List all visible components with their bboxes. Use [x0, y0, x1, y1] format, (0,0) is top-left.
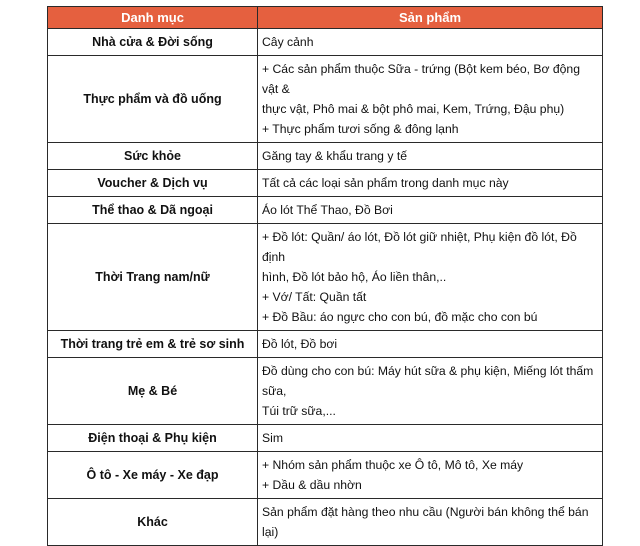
- table-row: [48, 358, 603, 425]
- products-cell: [258, 425, 603, 452]
- table-row: [48, 224, 603, 331]
- product-line: + Nhóm sản phẩm thuộc xe Ô tô, Mô tô, Xe máy: [262, 458, 524, 472]
- header-products: Sản phẩm: [258, 7, 603, 29]
- product-line: Đồ dùng cho con bú: Máy hút sữa & phụ kiện, Miếng lót thấm sữa,: [262, 364, 594, 398]
- product-line: + Các sản phẩm thuộc Sữa - trứng (Bột kem béo, Bơ động vật &: [262, 62, 580, 96]
- category-cell: Mẹ & Bé: [48, 358, 258, 425]
- table-body: [48, 29, 603, 546]
- product-line: Sim: [262, 431, 283, 445]
- table-row: [48, 331, 603, 358]
- table-row: [48, 499, 603, 546]
- product-line: Cây cảnh: [262, 35, 314, 49]
- category-cell: Thể thao & Dã ngoại: [48, 197, 258, 224]
- product-line: Tất cả các loại sản phẩm trong danh mục này: [262, 176, 509, 190]
- product-line: Túi trữ sữa,...: [262, 404, 336, 418]
- table-row: [48, 452, 603, 499]
- products-cell: [258, 143, 603, 170]
- products-cell: [258, 197, 603, 224]
- product-line: + Đồ lót: Quần/ áo lót, Đồ lót giữ nhiệt, Phụ kiện đồ lót, Đồ định: [262, 230, 577, 264]
- category-cell: Thực phẩm và đồ uống: [48, 56, 258, 143]
- product-line: Găng tay & khẩu trang y tế: [262, 149, 407, 163]
- table-row: [48, 143, 603, 170]
- table-row: [48, 425, 603, 452]
- category-cell: Nhà cửa & Đời sống: [48, 29, 258, 56]
- product-line: + Đồ Bầu: áo ngực cho con bú, đồ mặc cho con bú: [262, 310, 538, 324]
- products-cell: [258, 358, 603, 425]
- header-category: Danh mục: [48, 7, 258, 29]
- product-line: + Vớ/ Tất: Quần tất: [262, 290, 367, 304]
- products-cell: [258, 29, 603, 56]
- category-cell: Thời Trang nam/nữ: [48, 224, 258, 331]
- table-header-row: [48, 7, 603, 29]
- products-cell: [258, 224, 603, 331]
- category-cell: Khác: [48, 499, 258, 546]
- category-cell: Ô tô - Xe máy - Xe đạp: [48, 452, 258, 499]
- table-row: [48, 29, 603, 56]
- table-row: [48, 197, 603, 224]
- products-cell: [258, 499, 603, 546]
- product-line: Áo lót Thể Thao, Đồ Bơi: [262, 203, 393, 217]
- product-line: + Thực phẩm tươi sống & đông lạnh: [262, 122, 459, 136]
- product-line: thực vật, Phô mai & bột phô mai, Kem, Trứng, Đậu phụ): [262, 102, 565, 116]
- product-line: Sản phẩm đặt hàng theo nhu cầu (Người bán không thể bán lại): [262, 505, 589, 539]
- products-cell: [258, 452, 603, 499]
- category-cell: Điện thoại & Phụ kiện: [48, 425, 258, 452]
- category-table: [47, 6, 603, 546]
- product-line: + Dầu & dầu nhờn: [262, 478, 362, 492]
- product-line: hình, Đồ lót bảo hộ, Áo liền thân,..: [262, 270, 447, 284]
- products-cell: [258, 170, 603, 197]
- product-line: Đồ lót, Đồ bơi: [262, 337, 338, 351]
- category-cell: Thời trang trẻ em & trẻ sơ sinh: [48, 331, 258, 358]
- products-cell: [258, 331, 603, 358]
- table-row: [48, 170, 603, 197]
- products-cell: [258, 56, 603, 143]
- category-cell: Sức khỏe: [48, 143, 258, 170]
- table-row: [48, 56, 603, 143]
- category-cell: Voucher & Dịch vụ: [48, 170, 258, 197]
